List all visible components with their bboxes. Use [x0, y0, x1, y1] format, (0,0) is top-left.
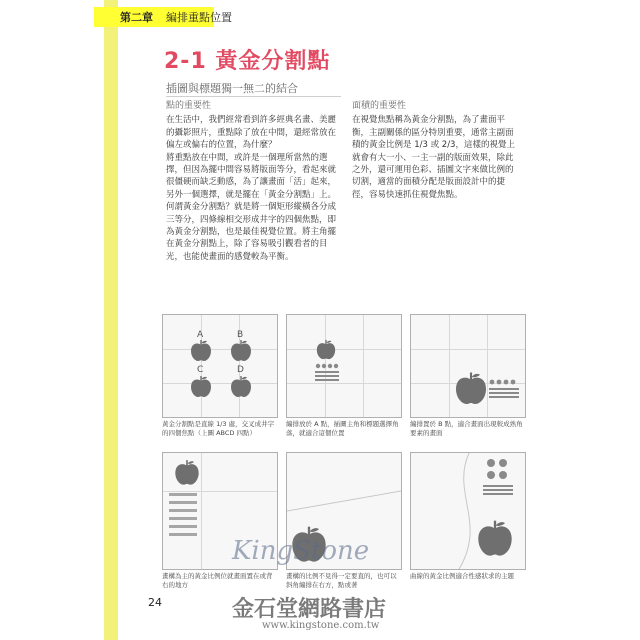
left-paragraph-2: 將重點放在中間，或許是一個理所當然的選擇，但因為擺中間容易將版面等分，看起來就很僵硬而缺乏動感，為了讓畫面「活」起來，另外一個選擇，就是擺在「黃金分割點」上。: [166, 152, 337, 200]
section-title: 2-1 黃金分割點: [164, 49, 331, 74]
right-column: [352, 100, 520, 201]
left-column: [166, 100, 344, 263]
text-lines-icon: [169, 493, 199, 563]
chapter-title: 編排重點位置: [166, 11, 232, 24]
point-label-a: A: [197, 330, 204, 340]
figure-caption-3: 編排置於 B 點，適合畫面出現較成熟角要素的畫面: [410, 420, 523, 437]
apple-icon: [315, 339, 337, 361]
figure-point-a: [286, 314, 402, 418]
figure-ratio-curve: [410, 452, 526, 570]
watermark-brand: KingStone: [232, 536, 370, 566]
left-heading: 點的重要性: [166, 101, 212, 111]
point-label-b: B: [237, 330, 244, 340]
figure-caption-4: 畫構為主的黃金比例位就畫面置在或背右的地方: [162, 572, 273, 589]
apple-icon: [173, 459, 201, 487]
apple-icon: [189, 375, 213, 399]
text-lines-icon: [489, 379, 519, 401]
apple-icon: [229, 375, 253, 399]
apple-icon: [229, 339, 253, 363]
right-paragraph-1: 在視覺焦點稱為黃金分割點，為了畫面平衡，主副關係的區分特別重要，通常主副面積的黃金比例是 1/3 或 2/3，這樣的視覺上就會有大一小、一主一副的版面效果，除此之外，還可運用色彩、插圖文字來做比例的切割，適當的面積分配是版面設計中的捷徑，容易快速抓住視覺焦點。: [352, 115, 515, 200]
figure-caption-2: 編排放於 A 點，插圖主角和標題選擇角落，就適合這個位置: [286, 420, 399, 437]
subtitle-rule: [166, 96, 341, 97]
watermark-url: www.kingstone.com.tw: [262, 620, 380, 631]
apple-icon: [475, 519, 515, 559]
figure-caption-5: 畫構的比例不見得一定要直的，也可以斜角編排在右方，點或著: [286, 572, 397, 589]
apple-icon: [189, 339, 213, 363]
left-paragraph-3: 何謂黃金分割點？就是將一個矩形縱橫各分成三等分，四條線相交形成井字的四個焦點，即為黃金分割點，也是最佳視覺位置。將主角擺在黃金分割點上，除了容易吸引觀看者的目光，也能使畫面的感覺較為平衡。: [166, 202, 337, 262]
chapter-label: 第二章: [120, 11, 153, 24]
section-subtitle: 插圖與標題獨一無二的結合: [166, 82, 298, 95]
left-paragraph-1: 在生活中，我們經常看到許多經典名畫、美麗的攝影照片，重點除了放在中間，還經常放在偏左或偏右的位置，為什麼？: [166, 115, 337, 151]
watermark-cn: 金石堂網路書店: [232, 596, 387, 622]
margin-strip: [104, 0, 118, 640]
page-number: 24: [148, 596, 162, 609]
point-label-c: C: [197, 365, 204, 375]
right-heading: 面積的重要性: [352, 101, 407, 111]
apple-icon: [453, 371, 489, 407]
text-lines-icon: [315, 363, 339, 383]
figure-caption-6: 曲線的黃金比例適合性感狀求的主題: [410, 572, 514, 580]
figure-caption-1: 黃金分割點是直線 1/3 處，交叉成井字的四個焦點（上圖 ABCD 四點）: [162, 420, 275, 437]
figure-golden-points: [162, 314, 278, 418]
figure-point-b: [410, 314, 526, 418]
point-label-d: D: [237, 365, 244, 375]
